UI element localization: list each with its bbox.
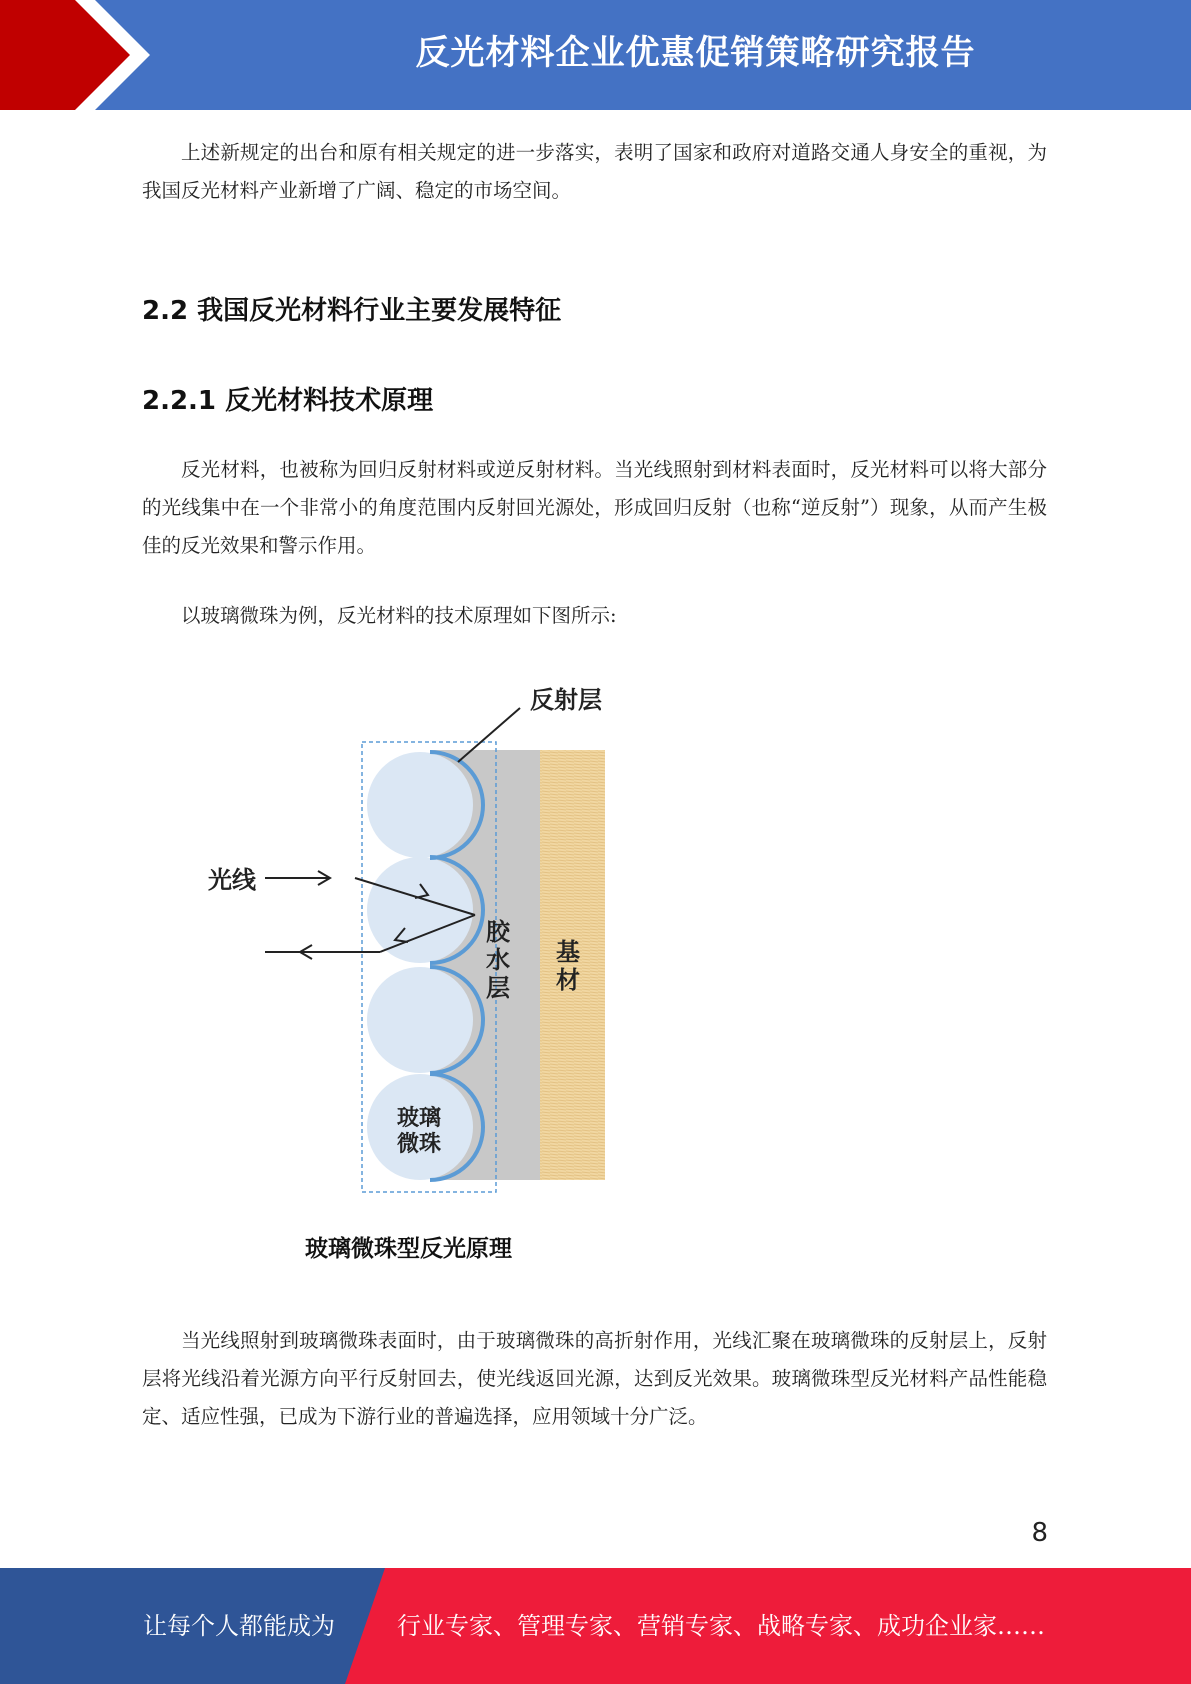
page-header [0, 0, 1191, 110]
report-title: 反光材料企业优惠促销策略研究报告 [415, 33, 976, 73]
page-number: 8 [1031, 1518, 1048, 1548]
page-footer [0, 1568, 1191, 1684]
paragraph-example-intro: 以玻璃微珠为例，反光材料的技术原理如下图所示: [181, 604, 617, 627]
diagram-caption: 玻璃微珠型反光原理 [305, 1236, 512, 1262]
footer-slogan-left: 让每个人都能成为 [143, 1612, 335, 1640]
label-reflective-layer: 反射层 [530, 686, 602, 714]
footer-slogan-right: 行业专家、管理专家、营销专家、战略专家、成功企业家…… [397, 1612, 1045, 1640]
glass-bead-diagram [190, 670, 630, 1210]
section-heading: 2.2 我国反光材料行业主要发展特征 [142, 296, 562, 326]
paragraph-explanation: 当光线照射到玻璃微珠表面时，由于玻璃微珠的高折射作用，光线汇聚在玻璃微珠的反射层上，反射层将光线沿着光源方向平行反射回去，使光线返回光源，达到反光效果。玻璃微珠型反光材料产品性能稳定、适应性强，已成为下游行业的普遍选择，应用领域十分广泛。 [142, 1329, 1047, 1428]
paragraph-definition: 反光材料，也被称为回归反射材料或逆反射材料。当光线照射到材料表面时，反光材料可以将大部分的光线集中在一个非常小的角度范围内反射回光源处，形成回归反射（也称“逆反射”）现象，从而产生极佳的反光效果和警示作用。 [142, 458, 1047, 557]
label-glass-bead-2: 微珠 [397, 1132, 442, 1157]
paragraph-regulations: 上述新规定的出台和原有相关规定的进一步落实，表明了国家和政府对道路交通人身安全的重视，为我国反光材料产业新增了广阔、稳定的市场空间。 [142, 141, 1047, 202]
label-adhesive-3: 层 [486, 974, 510, 1002]
label-substrate-2: 材 [556, 966, 580, 994]
label-substrate-1: 基 [556, 938, 580, 966]
subsection-heading: 2.2.1 反光材料技术原理 [142, 386, 434, 416]
glass-bead [367, 752, 473, 858]
label-glass-bead-1: 玻璃 [397, 1106, 442, 1131]
label-light: 光线 [208, 866, 256, 894]
label-adhesive-1: 胶 [486, 918, 510, 946]
glass-bead [367, 967, 473, 1073]
label-adhesive-2: 水 [486, 946, 510, 974]
